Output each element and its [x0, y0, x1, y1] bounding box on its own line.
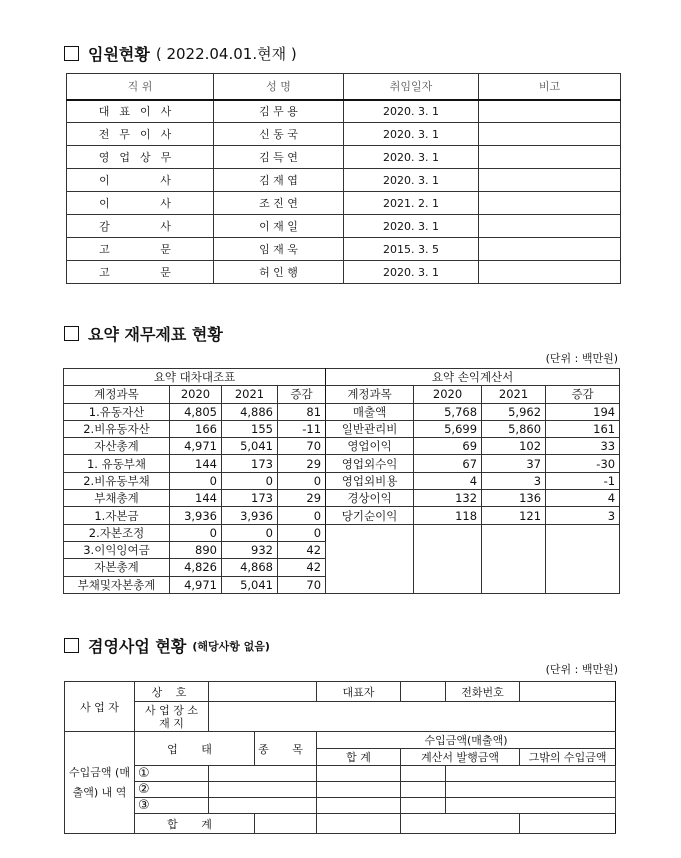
total-cell: [401, 798, 446, 814]
revenue-row: [65, 766, 616, 782]
bs-cell: 2.자본조정: [64, 524, 170, 541]
bs-cell: 0: [278, 524, 326, 541]
executive-cell: 임 재 욱: [214, 238, 344, 261]
is-empty-cell: [414, 524, 482, 593]
fin-header-cell: 증감: [278, 386, 326, 403]
executive-cell: 2020. 3. 1: [344, 215, 479, 238]
bs-cell: 4,805: [170, 403, 222, 420]
executive-cell: 고 문: [67, 238, 214, 261]
checkbox-icon: [64, 638, 79, 653]
bs-cell: 890: [170, 541, 222, 558]
fin-row: [64, 420, 620, 437]
fin-row: [64, 455, 620, 472]
section1-date: ( 2022.04.01.현재 ): [155, 45, 297, 63]
executive-row: [67, 261, 621, 284]
executive-cell: 김 재 엽: [214, 169, 344, 192]
bs-cell: 3.이익잉여금: [64, 541, 170, 558]
is-cell: 102: [482, 438, 546, 455]
executive-cell: 2020. 3. 1: [344, 261, 479, 284]
sum-cell: [317, 814, 401, 834]
bs-cell: 70: [278, 438, 326, 455]
bs-cell: 4,971: [170, 438, 222, 455]
executive-row: [67, 123, 621, 146]
executive-cell: 2020. 3. 1: [344, 123, 479, 146]
is-cell: 당기순이익: [326, 507, 414, 524]
is-cell: 4: [414, 472, 482, 489]
is-cell: 3: [482, 472, 546, 489]
side-business-table: [64, 681, 616, 834]
fin-header-cell: 계정과목: [326, 386, 414, 403]
executives-header-cell: 직 위: [67, 74, 214, 100]
executive-cell: [479, 146, 621, 169]
executive-row: [67, 100, 621, 123]
section3-title: 겸영사업 현황: [88, 637, 187, 656]
bs-cell: 1. 유동부채: [64, 455, 170, 472]
executive-row: [67, 238, 621, 261]
fin-header-cell: 2020: [170, 386, 222, 403]
section2-unit: (단위 : 백만원): [545, 352, 618, 365]
is-cell: 121: [482, 507, 546, 524]
is-cell: 4: [546, 490, 620, 507]
executives-header-cell: 비고: [479, 74, 621, 100]
total-cell: [401, 766, 446, 782]
executive-cell: 2020. 3. 1: [344, 169, 479, 192]
type-cell: [209, 798, 317, 814]
is-cell: 194: [546, 403, 620, 420]
name-value: [209, 682, 317, 702]
executive-cell: 김 득 연: [214, 146, 344, 169]
executive-cell: 김 무 용: [214, 100, 344, 123]
is-cell: 경상이익: [326, 490, 414, 507]
bs-cell: 자산총계: [64, 438, 170, 455]
row-mark: ③: [135, 798, 209, 814]
bs-cell: 29: [278, 455, 326, 472]
section1-title: 임원현황: [88, 45, 150, 64]
executive-cell: 허 인 행: [214, 261, 344, 284]
invoice-cell: [446, 798, 616, 814]
fin-row: [64, 524, 620, 541]
executive-cell: 고 문: [67, 261, 214, 284]
bs-cell: 42: [278, 559, 326, 576]
fin-row: [64, 490, 620, 507]
executive-cell: 2020. 3. 1: [344, 100, 479, 123]
section3-note: (해당사항 없음): [192, 639, 270, 653]
item-label: 종 목: [255, 732, 317, 766]
is-cell: 영업이익: [326, 438, 414, 455]
invoice-cell: [446, 766, 616, 782]
executive-cell: 이 사: [67, 192, 214, 215]
executive-cell: 이 사: [67, 169, 214, 192]
income-statement-title: 요약 손익계산서: [326, 369, 620, 386]
bs-cell: 144: [170, 455, 222, 472]
balance-sheet-title: 요약 대차대조표: [64, 369, 326, 386]
fin-header-cell: 2021: [482, 386, 546, 403]
is-empty-cell: [546, 524, 620, 593]
bs-cell: 4,886: [222, 403, 278, 420]
executive-cell: 2020. 3. 1: [344, 146, 479, 169]
is-empty-cell: [482, 524, 546, 593]
section3-unit: (단위 : 백만원): [545, 663, 618, 676]
executives-header-cell: 취임일자: [344, 74, 479, 100]
item-cell: [317, 782, 401, 798]
is-cell: 69: [414, 438, 482, 455]
fin-header-cell: 2020: [414, 386, 482, 403]
sum-label: 합 계: [135, 814, 255, 834]
fin-header-cell: 2021: [222, 386, 278, 403]
bs-cell: 29: [278, 490, 326, 507]
bs-cell: 155: [222, 420, 278, 437]
is-cell: 매출액: [326, 403, 414, 420]
bs-cell: 0: [278, 507, 326, 524]
bs-cell: 4,868: [222, 559, 278, 576]
bs-cell: 42: [278, 541, 326, 558]
is-cell: 5,962: [482, 403, 546, 420]
is-cell: 161: [546, 420, 620, 437]
bs-cell: 173: [222, 455, 278, 472]
bs-cell: 166: [170, 420, 222, 437]
executive-cell: [479, 100, 621, 123]
bs-cell: 2.비유동부채: [64, 472, 170, 489]
bs-cell: 0: [170, 524, 222, 541]
executive-cell: 전무이사: [67, 123, 214, 146]
bs-cell: 70: [278, 576, 326, 593]
is-cell: 5,699: [414, 420, 482, 437]
bs-cell: 3,936: [170, 507, 222, 524]
address-value: [209, 702, 616, 732]
executive-cell: 영업상무: [67, 146, 214, 169]
is-cell: 132: [414, 490, 482, 507]
executives-header-row: [67, 74, 621, 100]
bs-cell: 81: [278, 403, 326, 420]
item-cell: [317, 766, 401, 782]
type-label: 업 태: [135, 732, 255, 766]
phone-label: 전화번호: [446, 682, 520, 702]
executive-cell: 대표이사: [67, 100, 214, 123]
is-cell: 118: [414, 507, 482, 524]
bs-cell: 5,041: [222, 576, 278, 593]
executive-row: [67, 192, 621, 215]
is-cell: 5,860: [482, 420, 546, 437]
sum-cell: [401, 814, 520, 834]
is-cell: 일반관리비: [326, 420, 414, 437]
item-cell: [317, 798, 401, 814]
executive-row: [67, 215, 621, 238]
bs-cell: 0: [170, 472, 222, 489]
bs-cell: 1.유동자산: [64, 403, 170, 420]
revenue-row: [65, 798, 616, 814]
is-cell: 67: [414, 455, 482, 472]
bs-cell: 0: [278, 472, 326, 489]
name-label: 상 호: [135, 682, 209, 702]
bs-cell: 4,971: [170, 576, 222, 593]
invoice-label: 계산서 발행금액: [401, 749, 520, 766]
financial-summary-table: [63, 368, 620, 594]
checkbox-icon: [64, 326, 79, 341]
is-cell: 37: [482, 455, 546, 472]
executives-table: [66, 73, 621, 284]
bs-cell: 자본총계: [64, 559, 170, 576]
executive-cell: 신 동 국: [214, 123, 344, 146]
executive-cell: [479, 238, 621, 261]
ceo-value: [401, 682, 446, 702]
revenue-row: [65, 782, 616, 798]
bs-cell: 0: [222, 472, 278, 489]
bs-cell: 부채및자본총계: [64, 576, 170, 593]
fin-header-cell: 증감: [546, 386, 620, 403]
executive-row: [67, 146, 621, 169]
is-cell: 5,768: [414, 403, 482, 420]
total-cell: [401, 782, 446, 798]
section1-heading: [64, 42, 297, 65]
section3-heading: [64, 634, 270, 657]
checkbox-icon: [64, 46, 79, 61]
section2-title: 요약 재무제표 현황: [88, 325, 223, 344]
fin-header-row: [64, 386, 620, 403]
bs-cell: 2.비유동자산: [64, 420, 170, 437]
is-cell: 136: [482, 490, 546, 507]
bs-cell: 부채총계: [64, 490, 170, 507]
sum-cell: [255, 814, 317, 834]
ceo-label: 대표자: [317, 682, 401, 702]
executive-cell: 2021. 2. 1: [344, 192, 479, 215]
bs-cell: -11: [278, 420, 326, 437]
is-cell: -1: [546, 472, 620, 489]
executive-cell: [479, 261, 621, 284]
executive-cell: 2015. 3. 5: [344, 238, 479, 261]
is-cell: 3: [546, 507, 620, 524]
bs-cell: 0: [222, 524, 278, 541]
bs-cell: 144: [170, 490, 222, 507]
is-cell: 영업외수익: [326, 455, 414, 472]
is-cell: 33: [546, 438, 620, 455]
bs-cell: 173: [222, 490, 278, 507]
executive-cell: [479, 123, 621, 146]
executive-cell: 이 재 일: [214, 215, 344, 238]
bs-cell: 932: [222, 541, 278, 558]
address-label: 사 업 장 소 재 지: [135, 702, 209, 732]
row-mark: ①: [135, 766, 209, 782]
fin-title-row: [64, 369, 620, 386]
invoice-cell: [446, 782, 616, 798]
phone-value: [520, 682, 616, 702]
business-label: 사 업 자: [65, 682, 135, 732]
executive-cell: [479, 215, 621, 238]
executives-header-cell: 성 명: [214, 74, 344, 100]
fin-header-cell: 계정과목: [64, 386, 170, 403]
revenue-label: 수입금액 (매출액) 내 역: [65, 732, 135, 834]
row-mark: ②: [135, 782, 209, 798]
fin-row: [64, 438, 620, 455]
type-cell: [209, 766, 317, 782]
is-empty-cell: [326, 524, 414, 593]
is-cell: -30: [546, 455, 620, 472]
executive-cell: [479, 169, 621, 192]
other-label: 그밖의 수입금액: [520, 749, 616, 766]
revenue-header: 수입금액(매출액): [317, 732, 616, 749]
bs-cell: 4,826: [170, 559, 222, 576]
executive-cell: [479, 192, 621, 215]
bs-cell: 1.자본금: [64, 507, 170, 524]
bs-cell: 5,041: [222, 438, 278, 455]
type-cell: [209, 782, 317, 798]
executive-cell: 조 진 연: [214, 192, 344, 215]
executive-row: [67, 169, 621, 192]
total-col-label: 합 계: [317, 749, 401, 766]
is-cell: 영업외비용: [326, 472, 414, 489]
fin-row: [64, 472, 620, 489]
sum-cell: [520, 814, 616, 834]
section2-heading: [64, 322, 223, 345]
executive-cell: 감 사: [67, 215, 214, 238]
bs-cell: 3,936: [222, 507, 278, 524]
fin-row: [64, 403, 620, 420]
fin-row: [64, 507, 620, 524]
